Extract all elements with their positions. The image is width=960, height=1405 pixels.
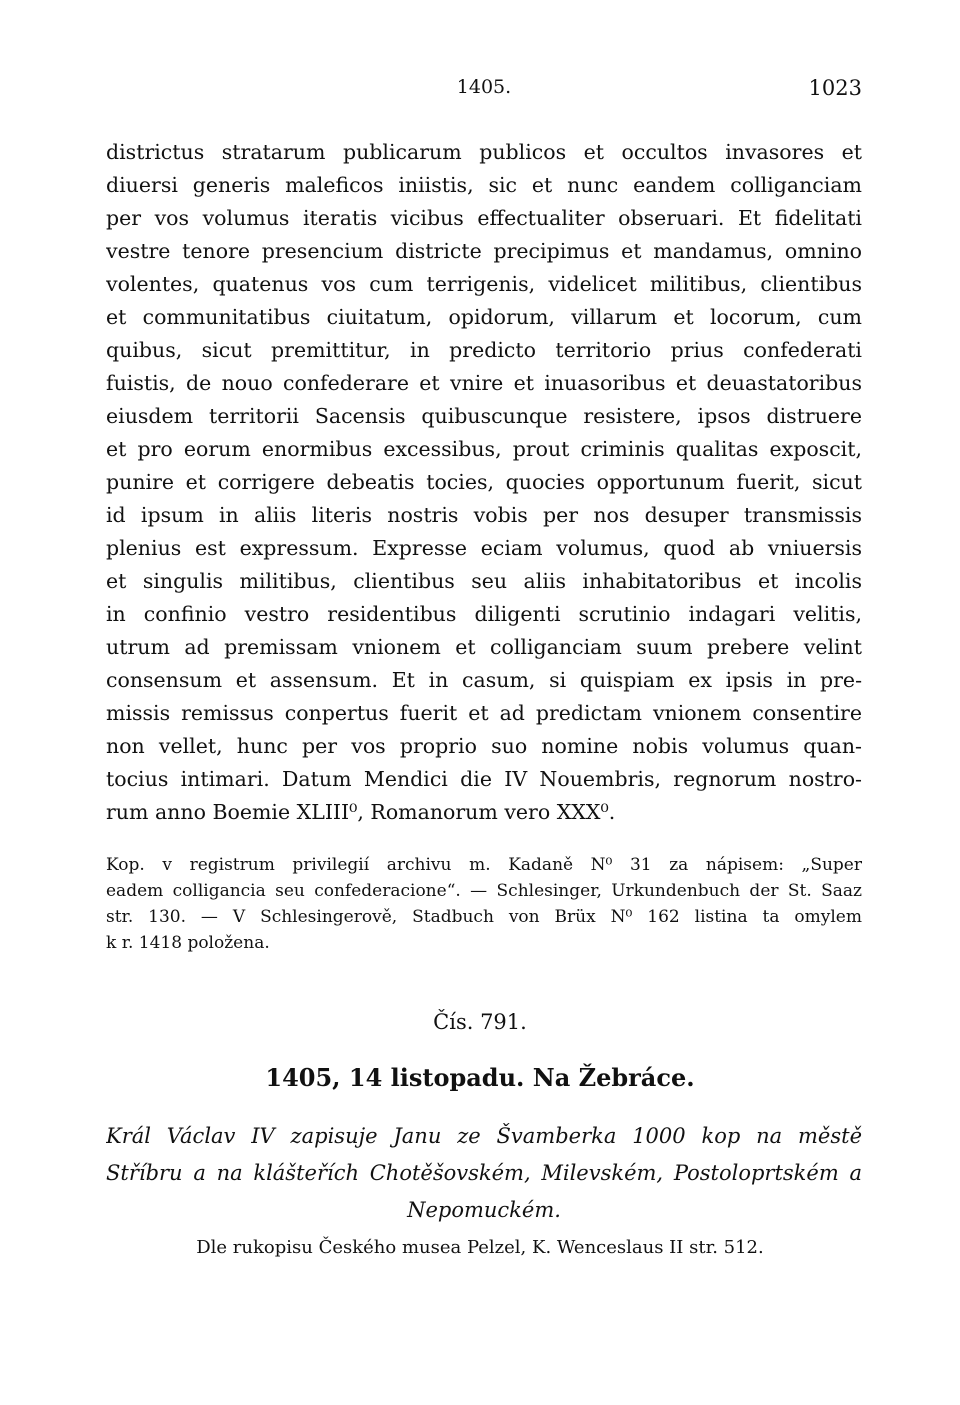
source-note: Dle rukopisu Českého musea Pelzel, K. Wenceslaus II str. 512. xyxy=(196,1237,764,1258)
regest-summary xyxy=(106,1118,862,1229)
text-line: et singulis militibus, clientibus seu aliis inhabitatoribus et incolis xyxy=(106,569,862,593)
text-line: vestre tenore presencium districte precipimus et mandamus, omnino xyxy=(106,239,862,263)
text-line: id ipsum in aliis literis nostris vobis per nos desuper transmissis xyxy=(106,503,862,527)
text-line: utrum ad premissam vnionem et colliganciam suum prebere velint xyxy=(106,635,862,659)
text-line: plenius est expressum. Expresse eciam volumus, quod ab vniuersis xyxy=(106,536,862,560)
text-line: volentes, quatenus vos cum terrigenis, videlicet militibus, clientibus xyxy=(106,272,862,296)
text-line: in confinio vestro residentibus diligenti scrutinio indagari velitis, xyxy=(106,602,862,626)
text-line: fuistis, de nouo confederare et vnire et inuasoribus et deuastatoribus xyxy=(106,371,862,395)
text-line: per vos volumus iteratis vicibus effectualiter obseruari. Et fidelitati xyxy=(106,206,862,230)
note-line: Kop. v registrum privilegií archivu m. Kadaně N⁰ 31 za nápisem: „Super xyxy=(106,855,862,875)
archival-note xyxy=(106,852,862,956)
running-head xyxy=(106,76,862,106)
text-line: eiusdem territorii Sacensis quibuscunque resistere, ipsos distruere xyxy=(106,404,862,428)
note-line: eadem colligancia seu confederacione“. — Schlesinger, Urkundenbuch der St. Saaz xyxy=(106,881,862,901)
note-line: k r. 1418 položena. xyxy=(106,933,270,953)
regest-line: Nepomuckém. xyxy=(407,1198,561,1222)
text-line: rum anno Boemie XLIII⁰, Romanorum vero XXX⁰. xyxy=(106,800,616,824)
text-line: tocius intimari. Datum Mendici die IV Nouembris, regnorum nostro- xyxy=(106,767,862,791)
text-line: districtus stratarum publicarum publicos et occultos invasores et xyxy=(106,140,862,164)
page-number: 1023 xyxy=(808,76,862,100)
running-head-year: 1405. xyxy=(456,76,512,98)
text-line: diuersi generis maleficos iniistis, sic et nunc eandem colliganciam xyxy=(106,173,862,197)
charter-text xyxy=(106,136,862,829)
text-line: non vellet, hunc per vos proprio suo nomine nobis volumus quan- xyxy=(106,734,862,758)
regest-line: Král Václav IV zapisuje Janu ze Švamberka 1000 kop na městě xyxy=(106,1124,862,1148)
text-line: missis remissus conpertus fuerit et ad predictam vnionem consentire xyxy=(106,701,862,725)
text-line: punire et corrigere debeatis tocies, quocies opportunum fuerit, sicut xyxy=(106,470,862,494)
document-number: Čís. 791. xyxy=(433,1010,527,1034)
document-date-place: 1405, 14 listopadu. Na Žebráce. xyxy=(265,1063,695,1092)
text-line: quibus, sicut premittitur, in predicto territorio prius confederati xyxy=(106,338,862,362)
text-line: et pro eorum enormibus excessibus, prout criminis qualitas exposcit, xyxy=(106,437,862,461)
text-line: consensum et assensum. Et in casum, si quispiam ex ipsis in pre- xyxy=(106,668,862,692)
note-line: str. 130. — V Schlesingerově, Stadbuch von Brüx N⁰ 162 listina ta omylem xyxy=(106,907,862,927)
text-line: et communitatibus ciuitatum, opidorum, villarum et locorum, cum xyxy=(106,305,862,329)
regest-line: Stříbru a na klášteřích Chotěšovském, Milevském, Postoloprtském a xyxy=(106,1161,862,1185)
